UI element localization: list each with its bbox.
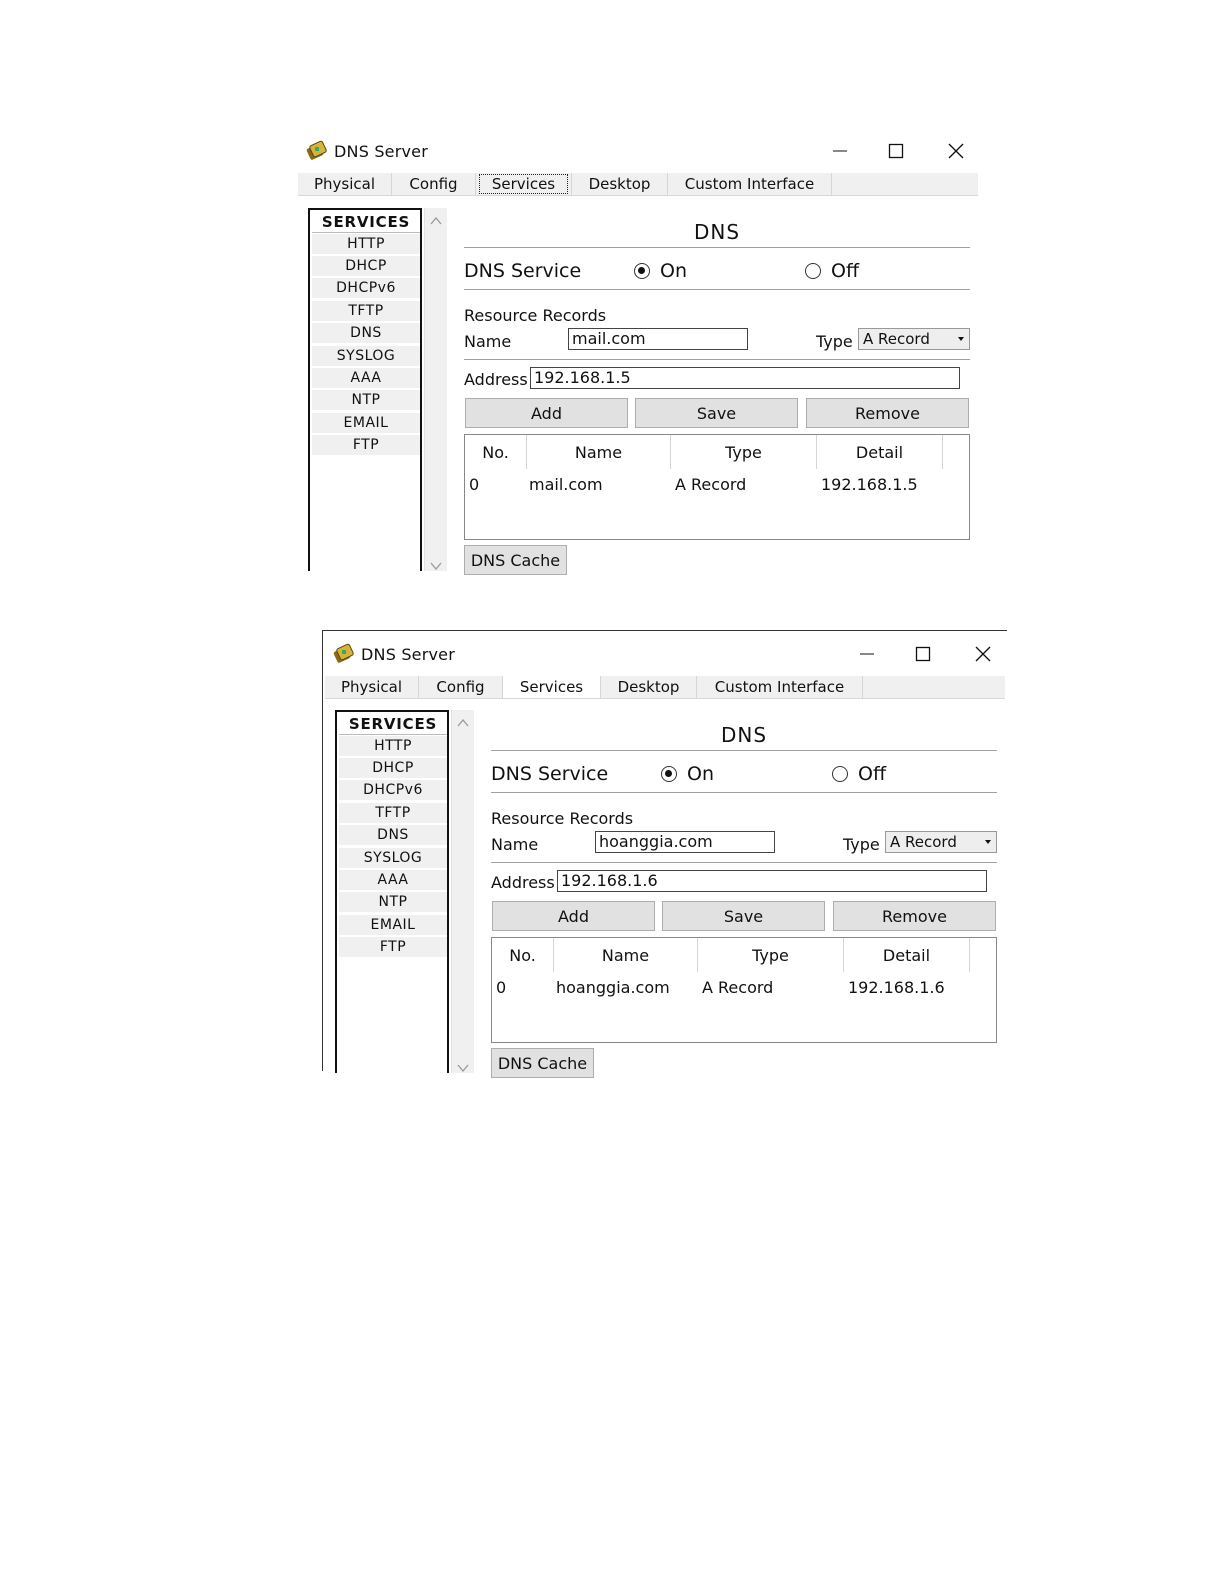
dns-on-radio[interactable]: On	[661, 763, 714, 785]
service-email[interactable]: EMAIL	[312, 413, 420, 435]
service-ftp[interactable]: FTP	[312, 435, 420, 457]
tab-config[interactable]: Config	[392, 173, 476, 195]
minimize-button[interactable]	[847, 639, 887, 669]
chevron-down-icon[interactable]	[456, 1059, 470, 1071]
dns-service-label: DNS Service	[491, 763, 609, 785]
chevron-up-icon[interactable]	[429, 212, 443, 224]
type-label: Type	[843, 835, 880, 854]
add-button[interactable]: Add	[492, 901, 655, 931]
dns-panel	[491, 721, 997, 1071]
col-header-name[interactable]: Name	[554, 938, 698, 972]
row-detail[interactable]: 192.168.1.6	[848, 978, 945, 997]
chevron-down-icon[interactable]	[429, 557, 443, 569]
row-name[interactable]: mail.com	[529, 475, 603, 494]
title-bar	[296, 128, 980, 176]
radio-unselected-icon	[805, 263, 821, 279]
type-select[interactable]: A Record	[885, 831, 997, 853]
address-input[interactable]: 192.168.1.5	[530, 367, 960, 389]
row-detail[interactable]: 192.168.1.5	[821, 475, 918, 494]
col-header-no[interactable]: No.	[492, 938, 554, 972]
minimize-button[interactable]	[820, 136, 860, 166]
chevron-up-icon[interactable]	[456, 714, 470, 726]
name-input[interactable]: mail.com	[568, 328, 748, 350]
dns-panel	[464, 218, 970, 568]
server-app-icon	[333, 643, 355, 665]
sidebar-scrollbar[interactable]	[424, 208, 447, 571]
col-header-detail[interactable]: Detail	[844, 938, 970, 972]
row-name[interactable]: hoanggia.com	[556, 978, 670, 997]
service-dhcp[interactable]: DHCP	[339, 758, 447, 780]
dns-server-window-2	[322, 630, 1007, 1071]
divider	[464, 289, 970, 290]
tab-config[interactable]: Config	[419, 676, 503, 698]
service-syslog[interactable]: SYSLOG	[312, 346, 420, 368]
divider	[491, 750, 997, 751]
service-dhcpv6[interactable]: DHCPv6	[339, 780, 447, 802]
address-input[interactable]: 192.168.1.6	[557, 870, 987, 892]
dropdown-caret-icon	[958, 337, 964, 341]
service-dns[interactable]: DNS	[312, 323, 420, 345]
dns-cache-button[interactable]: DNS Cache	[491, 1048, 594, 1078]
type-select[interactable]: A Record	[858, 328, 970, 350]
divider	[491, 792, 997, 793]
divider	[491, 862, 997, 863]
divider	[464, 247, 970, 248]
type-label: Type	[816, 332, 853, 351]
col-header-name[interactable]: Name	[527, 435, 671, 469]
row-type[interactable]: A Record	[702, 978, 774, 997]
remove-button[interactable]: Remove	[833, 901, 996, 931]
tab-bar	[298, 173, 978, 196]
tab-services[interactable]: Services	[476, 173, 572, 195]
server-app-icon	[306, 140, 328, 162]
tab-desktop[interactable]: Desktop	[601, 676, 697, 698]
service-dhcpv6[interactable]: DHCPv6	[312, 278, 420, 300]
service-dhcp[interactable]: DHCP	[312, 256, 420, 278]
dns-off-radio[interactable]: Off	[805, 260, 859, 282]
dropdown-caret-icon	[985, 840, 991, 844]
service-aaa[interactable]: AAA	[312, 368, 420, 390]
tab-custom-interface[interactable]: Custom Interface	[697, 676, 863, 698]
tab-services[interactable]: Services	[503, 676, 601, 698]
resource-records-label: Resource Records	[464, 306, 607, 325]
radio-unselected-icon	[832, 766, 848, 782]
records-table	[464, 434, 970, 540]
service-syslog[interactable]: SYSLOG	[339, 848, 447, 870]
title-bar	[323, 631, 1007, 679]
dns-cache-button[interactable]: DNS Cache	[464, 545, 567, 575]
service-http[interactable]: HTTP	[339, 736, 447, 758]
add-button[interactable]: Add	[465, 398, 628, 428]
dns-title: DNS	[693, 220, 741, 244]
services-sidebar	[308, 208, 422, 571]
tab-physical[interactable]: Physical	[325, 676, 419, 698]
sidebar-scrollbar[interactable]	[451, 710, 474, 1073]
save-button[interactable]: Save	[662, 901, 825, 931]
col-header-no[interactable]: No.	[465, 435, 527, 469]
maximize-button[interactable]	[876, 136, 916, 166]
radio-selected-icon	[634, 263, 650, 279]
radio-selected-icon	[661, 766, 677, 782]
service-ntp[interactable]: NTP	[312, 390, 420, 412]
dns-on-radio[interactable]: On	[634, 260, 687, 282]
save-button[interactable]: Save	[635, 398, 798, 428]
address-label: Address	[491, 873, 555, 892]
service-aaa[interactable]: AAA	[339, 870, 447, 892]
services-sidebar	[335, 710, 449, 1073]
dns-server-window-1	[296, 128, 980, 571]
service-tftp[interactable]: TFTP	[339, 803, 447, 825]
row-type[interactable]: A Record	[675, 475, 747, 494]
tab-desktop[interactable]: Desktop	[572, 173, 668, 195]
col-header-type[interactable]: Type	[671, 435, 817, 469]
service-dns[interactable]: DNS	[339, 825, 447, 847]
service-tftp[interactable]: TFTP	[312, 301, 420, 323]
services-header: SERVICES	[312, 212, 420, 233]
name-input[interactable]: hoanggia.com	[595, 831, 775, 853]
service-ntp[interactable]: NTP	[339, 892, 447, 914]
close-button[interactable]	[936, 136, 976, 166]
col-header-detail[interactable]: Detail	[817, 435, 943, 469]
tab-custom-interface[interactable]: Custom Interface	[668, 173, 832, 195]
tab-physical[interactable]: Physical	[298, 173, 392, 195]
name-label: Name	[464, 332, 512, 351]
service-email[interactable]: EMAIL	[339, 915, 447, 937]
row-no[interactable]: 0	[469, 475, 480, 494]
address-label: Address	[464, 370, 528, 389]
tab-bar	[325, 676, 1005, 699]
records-table	[491, 937, 997, 1043]
service-http[interactable]: HTTP	[312, 234, 420, 256]
window-title: DNS Server	[361, 645, 455, 664]
resource-records-label: Resource Records	[491, 809, 634, 828]
divider	[464, 359, 970, 360]
dns-title: DNS	[720, 723, 768, 747]
close-button[interactable]	[963, 639, 1003, 669]
dns-service-label: DNS Service	[464, 260, 582, 282]
services-header: SERVICES	[339, 714, 447, 735]
service-ftp[interactable]: FTP	[339, 937, 447, 959]
remove-button[interactable]: Remove	[806, 398, 969, 428]
window-title: DNS Server	[334, 142, 428, 161]
name-label: Name	[491, 835, 539, 854]
col-header-type[interactable]: Type	[698, 938, 844, 972]
row-no[interactable]: 0	[496, 978, 507, 997]
maximize-button[interactable]	[903, 639, 943, 669]
dns-off-radio[interactable]: Off	[832, 763, 886, 785]
